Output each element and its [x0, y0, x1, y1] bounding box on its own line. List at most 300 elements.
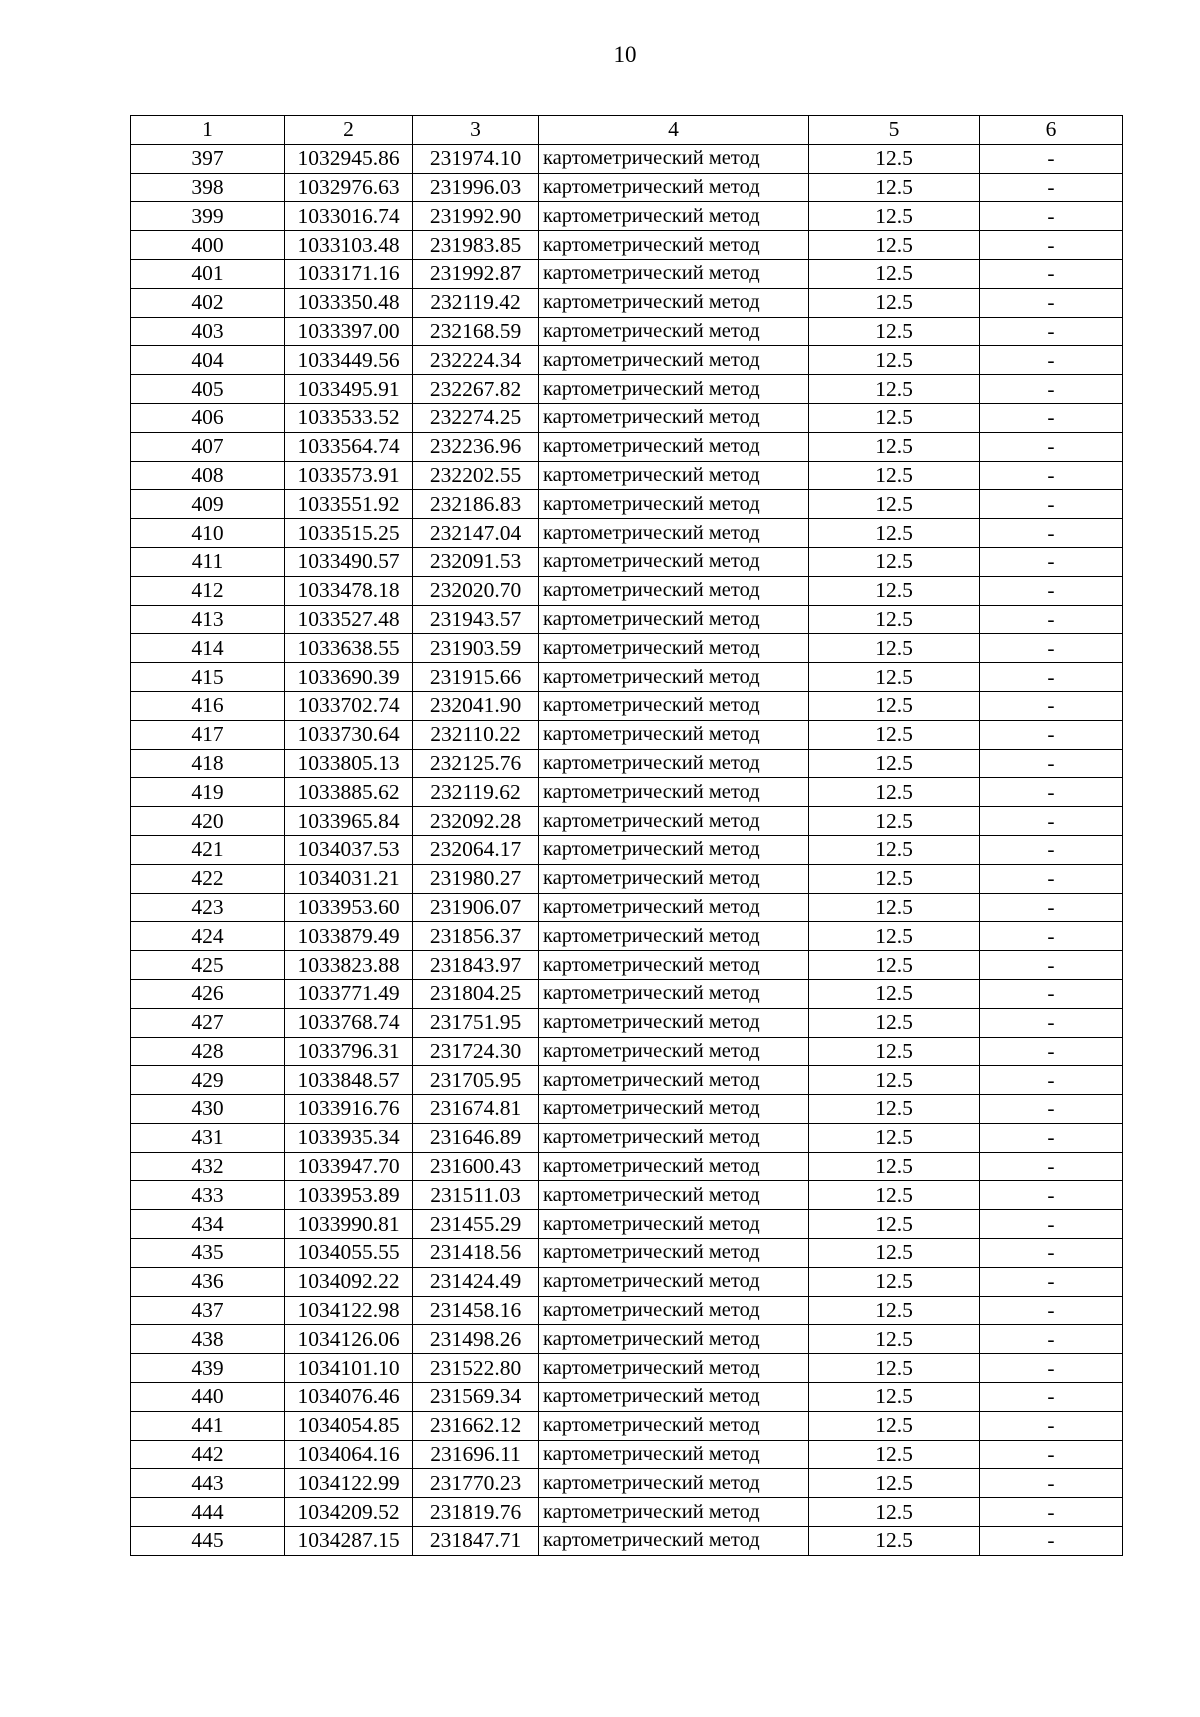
cell-note: -	[980, 663, 1123, 692]
cell-method: картометрический метод	[539, 893, 809, 922]
cell-coordinate-y: 232147.04	[413, 519, 539, 548]
cell-coordinate-x: 1033350.48	[285, 288, 413, 317]
cell-coordinate-x: 1033885.62	[285, 778, 413, 807]
cell-accuracy: 12.5	[809, 807, 980, 836]
cell-coordinate-x: 1033551.92	[285, 490, 413, 519]
table-row	[131, 519, 1123, 548]
cell-note: -	[980, 1469, 1123, 1498]
cell-coordinate-y: 231903.59	[413, 634, 539, 663]
cell-method: картометрический метод	[539, 317, 809, 346]
cell-coordinate-x: 1033702.74	[285, 691, 413, 720]
cell-accuracy: 12.5	[809, 519, 980, 548]
cell-coordinate-y: 232202.55	[413, 461, 539, 490]
cell-accuracy: 12.5	[809, 1440, 980, 1469]
cell-point-number: 416	[131, 691, 285, 720]
cell-accuracy: 12.5	[809, 605, 980, 634]
cell-accuracy: 12.5	[809, 317, 980, 346]
cell-method: картометрический метод	[539, 835, 809, 864]
cell-coordinate-x: 1033016.74	[285, 202, 413, 231]
cell-accuracy: 12.5	[809, 1123, 980, 1152]
table-row	[131, 778, 1123, 807]
cell-coordinate-x: 1034287.15	[285, 1527, 413, 1556]
page-number: 10	[613, 42, 637, 67]
cell-coordinate-x: 1033823.88	[285, 951, 413, 980]
cell-accuracy: 12.5	[809, 1411, 980, 1440]
cell-point-number: 413	[131, 605, 285, 634]
table-row	[131, 1267, 1123, 1296]
cell-coordinate-y: 231804.25	[413, 979, 539, 1008]
cell-note: -	[980, 922, 1123, 951]
cell-accuracy: 12.5	[809, 403, 980, 432]
cell-accuracy: 12.5	[809, 1267, 980, 1296]
cell-point-number: 414	[131, 634, 285, 663]
header-cell-1: 1	[131, 116, 285, 145]
cell-coordinate-y: 231458.16	[413, 1296, 539, 1325]
cell-note: -	[980, 547, 1123, 576]
table-row	[131, 202, 1123, 231]
cell-coordinate-y: 232267.82	[413, 375, 539, 404]
cell-note: -	[980, 259, 1123, 288]
cell-note: -	[980, 893, 1123, 922]
table-row	[131, 864, 1123, 893]
cell-coordinate-x: 1033965.84	[285, 807, 413, 836]
table-row	[131, 1440, 1123, 1469]
cell-accuracy: 12.5	[809, 1181, 980, 1210]
cell-accuracy: 12.5	[809, 432, 980, 461]
cell-coordinate-y: 231992.90	[413, 202, 539, 231]
cell-coordinate-y: 232110.22	[413, 720, 539, 749]
table-header-row	[131, 116, 1123, 145]
cell-accuracy: 12.5	[809, 1037, 980, 1066]
cell-method: картометрический метод	[539, 375, 809, 404]
cell-note: -	[980, 461, 1123, 490]
cell-method: картометрический метод	[539, 1383, 809, 1412]
cell-coordinate-y: 231569.34	[413, 1383, 539, 1412]
cell-point-number: 411	[131, 547, 285, 576]
cell-method: картометрический метод	[539, 288, 809, 317]
cell-method: картометрический метод	[539, 231, 809, 260]
cell-coordinate-y: 231992.87	[413, 259, 539, 288]
cell-accuracy: 12.5	[809, 144, 980, 173]
cell-point-number: 412	[131, 576, 285, 605]
cell-point-number: 436	[131, 1267, 285, 1296]
cell-point-number: 422	[131, 864, 285, 893]
cell-method: картометрический метод	[539, 951, 809, 980]
table-row	[131, 749, 1123, 778]
cell-note: -	[980, 1181, 1123, 1210]
cell-coordinate-y: 231498.26	[413, 1325, 539, 1354]
cell-note: -	[980, 605, 1123, 634]
table-row	[131, 951, 1123, 980]
cell-accuracy: 12.5	[809, 576, 980, 605]
cell-accuracy: 12.5	[809, 461, 980, 490]
table-row	[131, 605, 1123, 634]
cell-point-number: 402	[131, 288, 285, 317]
cell-method: картометрический метод	[539, 1123, 809, 1152]
table-row	[131, 317, 1123, 346]
cell-note: -	[980, 1152, 1123, 1181]
cell-coordinate-y: 231943.57	[413, 605, 539, 634]
cell-coordinate-x: 1033690.39	[285, 663, 413, 692]
cell-method: картометрический метод	[539, 778, 809, 807]
cell-coordinate-x: 1034209.52	[285, 1498, 413, 1527]
table-row	[131, 231, 1123, 260]
cell-coordinate-x: 1033103.48	[285, 231, 413, 260]
cell-point-number: 403	[131, 317, 285, 346]
cell-coordinate-x: 1033490.57	[285, 547, 413, 576]
table-row	[131, 1152, 1123, 1181]
table-row	[131, 1325, 1123, 1354]
table-row	[131, 1181, 1123, 1210]
cell-coordinate-y: 231751.95	[413, 1008, 539, 1037]
cell-coordinate-x: 1033879.49	[285, 922, 413, 951]
table-row	[131, 288, 1123, 317]
cell-accuracy: 12.5	[809, 259, 980, 288]
coordinates-table	[130, 115, 1123, 1556]
cell-method: картометрический метод	[539, 1354, 809, 1383]
table-row	[131, 1210, 1123, 1239]
table-row	[131, 1066, 1123, 1095]
table-row	[131, 922, 1123, 951]
cell-coordinate-x: 1033953.89	[285, 1181, 413, 1210]
cell-coordinate-y: 231983.85	[413, 231, 539, 260]
cell-method: картометрический метод	[539, 634, 809, 663]
cell-accuracy: 12.5	[809, 1527, 980, 1556]
cell-accuracy: 12.5	[809, 835, 980, 864]
cell-method: картометрический метод	[539, 1152, 809, 1181]
cell-accuracy: 12.5	[809, 202, 980, 231]
table-row	[131, 1527, 1123, 1556]
cell-note: -	[980, 288, 1123, 317]
cell-point-number: 445	[131, 1527, 285, 1556]
cell-method: картометрический метод	[539, 490, 809, 519]
cell-method: картометрический метод	[539, 259, 809, 288]
cell-accuracy: 12.5	[809, 864, 980, 893]
cell-coordinate-y: 231424.49	[413, 1267, 539, 1296]
cell-coordinate-x: 1033796.31	[285, 1037, 413, 1066]
cell-accuracy: 12.5	[809, 375, 980, 404]
cell-method: картометрический метод	[539, 1095, 809, 1124]
cell-point-number: 408	[131, 461, 285, 490]
cell-coordinate-x: 1033573.91	[285, 461, 413, 490]
header-cell-5: 5	[809, 116, 980, 145]
cell-method: картометрический метод	[539, 1296, 809, 1325]
cell-note: -	[980, 1095, 1123, 1124]
cell-accuracy: 12.5	[809, 634, 980, 663]
cell-coordinate-y: 231646.89	[413, 1123, 539, 1152]
cell-note: -	[980, 951, 1123, 980]
cell-coordinate-y: 231856.37	[413, 922, 539, 951]
table-row	[131, 1296, 1123, 1325]
cell-note: -	[980, 173, 1123, 202]
table-row	[131, 893, 1123, 922]
cell-note: -	[980, 807, 1123, 836]
cell-note: -	[980, 432, 1123, 461]
table-row	[131, 547, 1123, 576]
cell-note: -	[980, 720, 1123, 749]
cell-coordinate-y: 231724.30	[413, 1037, 539, 1066]
cell-method: картометрический метод	[539, 1498, 809, 1527]
cell-coordinate-x: 1034101.10	[285, 1354, 413, 1383]
table-row	[131, 375, 1123, 404]
cell-coordinate-x: 1032945.86	[285, 144, 413, 173]
cell-coordinate-y: 231847.71	[413, 1527, 539, 1556]
cell-method: картометрический метод	[539, 1325, 809, 1354]
cell-coordinate-x: 1033533.52	[285, 403, 413, 432]
table-row	[131, 403, 1123, 432]
cell-point-number: 419	[131, 778, 285, 807]
cell-note: -	[980, 1383, 1123, 1412]
cell-coordinate-y: 231511.03	[413, 1181, 539, 1210]
cell-accuracy: 12.5	[809, 1498, 980, 1527]
cell-coordinate-x: 1033495.91	[285, 375, 413, 404]
cell-method: картометрический метод	[539, 605, 809, 634]
cell-coordinate-x: 1034076.46	[285, 1383, 413, 1412]
cell-note: -	[980, 1239, 1123, 1268]
cell-method: картометрический метод	[539, 720, 809, 749]
cell-coordinate-x: 1034055.55	[285, 1239, 413, 1268]
table-row	[131, 1469, 1123, 1498]
cell-method: картометрический метод	[539, 691, 809, 720]
cell-point-number: 404	[131, 346, 285, 375]
cell-coordinate-x: 1033515.25	[285, 519, 413, 548]
header-cell-2: 2	[285, 116, 413, 145]
header-cell-3: 3	[413, 116, 539, 145]
cell-point-number: 420	[131, 807, 285, 836]
cell-accuracy: 12.5	[809, 1469, 980, 1498]
cell-coordinate-x: 1033916.76	[285, 1095, 413, 1124]
table-row	[131, 490, 1123, 519]
cell-coordinate-x: 1033397.00	[285, 317, 413, 346]
cell-coordinate-y: 232168.59	[413, 317, 539, 346]
cell-coordinate-y: 232119.42	[413, 288, 539, 317]
cell-coordinate-x: 1033768.74	[285, 1008, 413, 1037]
cell-point-number: 443	[131, 1469, 285, 1498]
cell-method: картометрический метод	[539, 403, 809, 432]
cell-coordinate-y: 231705.95	[413, 1066, 539, 1095]
table-row	[131, 1354, 1123, 1383]
cell-method: картометрический метод	[539, 979, 809, 1008]
cell-method: картометрический метод	[539, 1239, 809, 1268]
cell-method: картометрический метод	[539, 202, 809, 231]
cell-point-number: 441	[131, 1411, 285, 1440]
cell-coordinate-x: 1033527.48	[285, 605, 413, 634]
cell-accuracy: 12.5	[809, 1210, 980, 1239]
cell-point-number: 426	[131, 979, 285, 1008]
table-row	[131, 663, 1123, 692]
cell-point-number: 424	[131, 922, 285, 951]
cell-point-number: 442	[131, 1440, 285, 1469]
cell-coordinate-y: 231819.76	[413, 1498, 539, 1527]
cell-coordinate-y: 232236.96	[413, 432, 539, 461]
cell-accuracy: 12.5	[809, 1066, 980, 1095]
cell-point-number: 440	[131, 1383, 285, 1412]
cell-accuracy: 12.5	[809, 1239, 980, 1268]
cell-coordinate-y: 232091.53	[413, 547, 539, 576]
cell-point-number: 399	[131, 202, 285, 231]
table-row	[131, 979, 1123, 1008]
cell-note: -	[980, 1440, 1123, 1469]
cell-coordinate-y: 231662.12	[413, 1411, 539, 1440]
table-row	[131, 691, 1123, 720]
cell-accuracy: 12.5	[809, 1325, 980, 1354]
table-row	[131, 1037, 1123, 1066]
cell-coordinate-y: 232119.62	[413, 778, 539, 807]
cell-coordinate-x: 1033953.60	[285, 893, 413, 922]
cell-point-number: 410	[131, 519, 285, 548]
cell-point-number: 415	[131, 663, 285, 692]
table-row	[131, 1008, 1123, 1037]
cell-point-number: 444	[131, 1498, 285, 1527]
cell-accuracy: 12.5	[809, 346, 980, 375]
cell-coordinate-y: 232064.17	[413, 835, 539, 864]
cell-accuracy: 12.5	[809, 893, 980, 922]
cell-method: картометрический метод	[539, 144, 809, 173]
cell-method: картометрический метод	[539, 1210, 809, 1239]
cell-note: -	[980, 1325, 1123, 1354]
cell-method: картометрический метод	[539, 663, 809, 692]
cell-coordinate-y: 232125.76	[413, 749, 539, 778]
cell-note: -	[980, 634, 1123, 663]
cell-note: -	[980, 1498, 1123, 1527]
cell-coordinate-y: 231455.29	[413, 1210, 539, 1239]
cell-coordinate-y: 232020.70	[413, 576, 539, 605]
cell-point-number: 421	[131, 835, 285, 864]
cell-coordinate-x: 1033449.56	[285, 346, 413, 375]
cell-point-number: 407	[131, 432, 285, 461]
cell-coordinate-x: 1034122.99	[285, 1469, 413, 1498]
table-row	[131, 1383, 1123, 1412]
cell-method: картометрический метод	[539, 1527, 809, 1556]
cell-point-number: 431	[131, 1123, 285, 1152]
cell-point-number: 427	[131, 1008, 285, 1037]
cell-note: -	[980, 317, 1123, 346]
cell-note: -	[980, 346, 1123, 375]
cell-accuracy: 12.5	[809, 749, 980, 778]
cell-note: -	[980, 1296, 1123, 1325]
cell-accuracy: 12.5	[809, 1383, 980, 1412]
cell-point-number: 406	[131, 403, 285, 432]
cell-point-number: 430	[131, 1095, 285, 1124]
cell-coordinate-y: 231906.07	[413, 893, 539, 922]
cell-note: -	[980, 1037, 1123, 1066]
cell-method: картометрический метод	[539, 432, 809, 461]
cell-note: -	[980, 979, 1123, 1008]
table-row	[131, 835, 1123, 864]
cell-accuracy: 12.5	[809, 1008, 980, 1037]
cell-point-number: 409	[131, 490, 285, 519]
cell-method: картометрический метод	[539, 576, 809, 605]
cell-note: -	[980, 691, 1123, 720]
cell-method: картометрический метод	[539, 547, 809, 576]
cell-note: -	[980, 864, 1123, 893]
cell-method: картометрический метод	[539, 173, 809, 202]
cell-coordinate-x: 1034064.16	[285, 1440, 413, 1469]
cell-note: -	[980, 490, 1123, 519]
table-row	[131, 576, 1123, 605]
cell-coordinate-y: 231980.27	[413, 864, 539, 893]
cell-note: -	[980, 144, 1123, 173]
cell-coordinate-x: 1034122.98	[285, 1296, 413, 1325]
cell-point-number: 425	[131, 951, 285, 980]
header-cell-6: 6	[980, 116, 1123, 145]
cell-method: картометрический метод	[539, 1066, 809, 1095]
cell-accuracy: 12.5	[809, 1152, 980, 1181]
cell-note: -	[980, 403, 1123, 432]
cell-point-number: 397	[131, 144, 285, 173]
table-row	[131, 1411, 1123, 1440]
header-cell-4: 4	[539, 116, 809, 145]
cell-method: картометрический метод	[539, 346, 809, 375]
table-row	[131, 432, 1123, 461]
cell-point-number: 437	[131, 1296, 285, 1325]
table-row	[131, 346, 1123, 375]
cell-accuracy: 12.5	[809, 663, 980, 692]
table-row	[131, 807, 1123, 836]
cell-coordinate-y: 232041.90	[413, 691, 539, 720]
cell-coordinate-x: 1033771.49	[285, 979, 413, 1008]
table-row	[131, 1239, 1123, 1268]
cell-accuracy: 12.5	[809, 691, 980, 720]
cell-point-number: 400	[131, 231, 285, 260]
table-row	[131, 1123, 1123, 1152]
cell-point-number: 405	[131, 375, 285, 404]
cell-accuracy: 12.5	[809, 547, 980, 576]
table-row	[131, 1498, 1123, 1527]
cell-coordinate-y: 231522.80	[413, 1354, 539, 1383]
cell-accuracy: 12.5	[809, 1354, 980, 1383]
cell-accuracy: 12.5	[809, 288, 980, 317]
cell-note: -	[980, 778, 1123, 807]
cell-coordinate-y: 232186.83	[413, 490, 539, 519]
cell-point-number: 417	[131, 720, 285, 749]
cell-coordinate-x: 1033935.34	[285, 1123, 413, 1152]
cell-note: -	[980, 835, 1123, 864]
table-row	[131, 634, 1123, 663]
table-row	[131, 1095, 1123, 1124]
table-row	[131, 144, 1123, 173]
cell-coordinate-x: 1034031.21	[285, 864, 413, 893]
cell-accuracy: 12.5	[809, 1296, 980, 1325]
cell-coordinate-y: 232092.28	[413, 807, 539, 836]
cell-point-number: 432	[131, 1152, 285, 1181]
cell-coordinate-x: 1033947.70	[285, 1152, 413, 1181]
cell-note: -	[980, 576, 1123, 605]
cell-method: картометрический метод	[539, 1411, 809, 1440]
cell-coordinate-y: 231770.23	[413, 1469, 539, 1498]
cell-coordinate-y: 231696.11	[413, 1440, 539, 1469]
cell-coordinate-y: 231843.97	[413, 951, 539, 980]
cell-coordinate-x: 1033990.81	[285, 1210, 413, 1239]
cell-coordinate-x: 1034037.53	[285, 835, 413, 864]
cell-coordinate-y: 232224.34	[413, 346, 539, 375]
cell-coordinate-x: 1033564.74	[285, 432, 413, 461]
cell-point-number: 428	[131, 1037, 285, 1066]
table-row	[131, 720, 1123, 749]
cell-method: картометрический метод	[539, 1037, 809, 1066]
cell-method: картометрический метод	[539, 519, 809, 548]
cell-note: -	[980, 519, 1123, 548]
cell-coordinate-x: 1033171.16	[285, 259, 413, 288]
cell-method: картометрический метод	[539, 1440, 809, 1469]
cell-note: -	[980, 1354, 1123, 1383]
cell-point-number: 401	[131, 259, 285, 288]
cell-coordinate-y: 231600.43	[413, 1152, 539, 1181]
cell-coordinate-y: 231418.56	[413, 1239, 539, 1268]
cell-method: картометрический метод	[539, 1181, 809, 1210]
cell-accuracy: 12.5	[809, 1095, 980, 1124]
cell-coordinate-x: 1032976.63	[285, 173, 413, 202]
